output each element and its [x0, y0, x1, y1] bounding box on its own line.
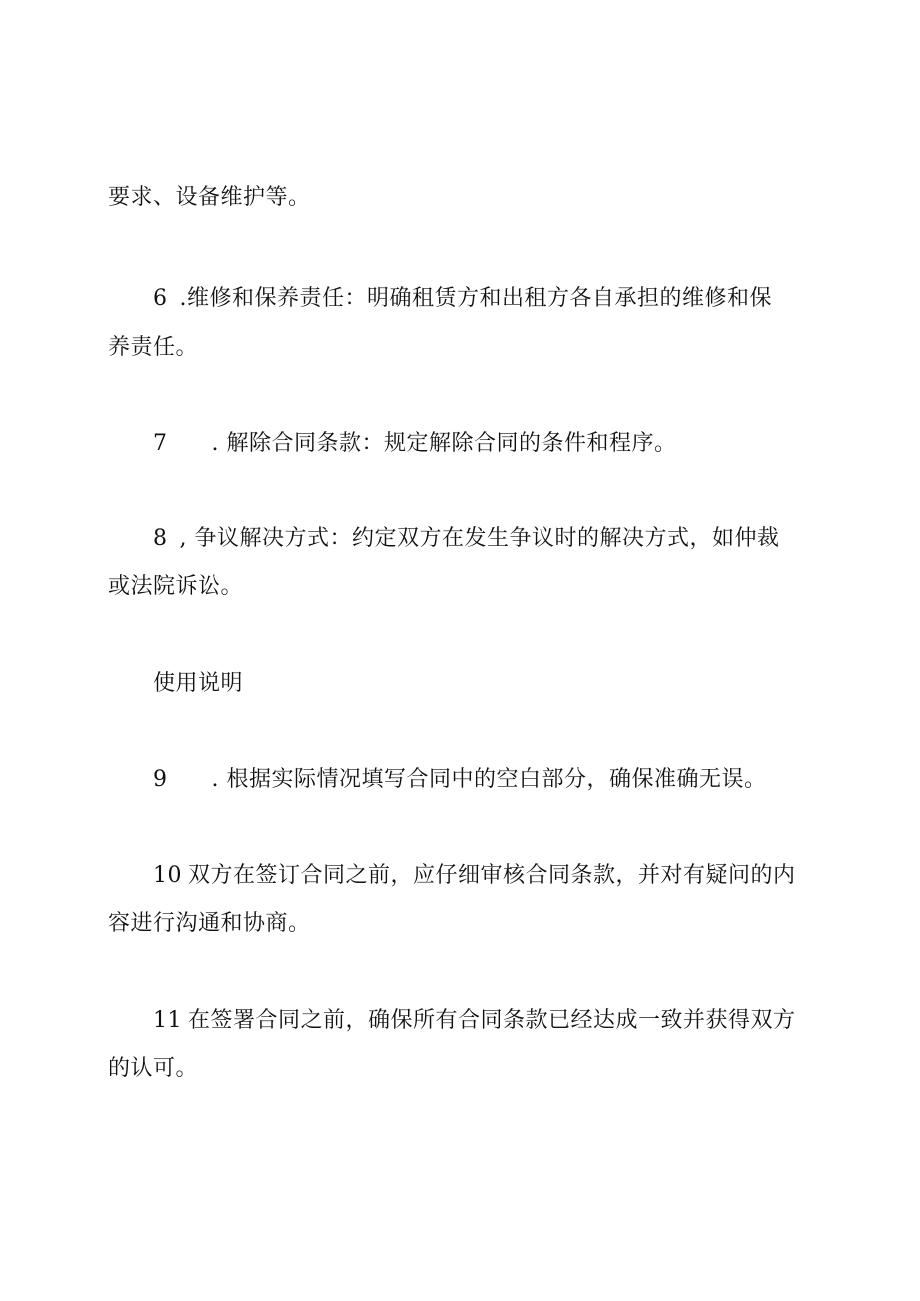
line-text: . 解除合同条款：规定解除合同的条件和程序。: [211, 431, 677, 456]
paragraph-5-continuation: [108, 183, 311, 213]
item-number: 9: [153, 767, 168, 792]
line-text: 在签署合同之前，确保所有合同条款已经达成一致并获得双方: [188, 1008, 796, 1033]
line-text: 双方在签订合同之前，应仔细审核合同条款，并对有疑问的内: [188, 863, 796, 888]
paragraph-7: [153, 429, 677, 459]
paragraph-8-continuation: [108, 572, 243, 602]
line-text: 养责任。: [108, 335, 199, 360]
paragraph-11-continuation: [108, 1054, 198, 1084]
line-text: 或法院诉讼。: [108, 574, 244, 599]
item-number: 6: [153, 286, 168, 311]
item-number: 7: [153, 431, 168, 456]
line-text: 容进行沟通和协商。: [108, 911, 311, 936]
paragraph-6: [153, 284, 772, 314]
paragraph-8: [153, 524, 780, 554]
paragraph-10: [153, 861, 796, 891]
line-text: 要求、设备维护等。: [108, 185, 311, 210]
section-heading: [153, 669, 243, 699]
paragraph-11: [153, 1006, 796, 1036]
item-number: 8: [153, 526, 168, 551]
heading-text: 使用说明: [153, 671, 244, 696]
item-number: 10: [153, 863, 182, 888]
line-text: .维修和保养责任：明确租赁方和出租方各自承担的维修和保: [179, 286, 772, 311]
line-text: . 根据实际情况填写合同中的空白部分，确保准确无误。: [211, 767, 767, 792]
paragraph-9: [153, 765, 767, 795]
line-text: 的认可。: [108, 1056, 199, 1081]
paragraph-6-continuation: [108, 333, 198, 363]
paragraph-10-continuation: [108, 909, 311, 939]
item-number: 11: [153, 1008, 182, 1033]
line-text: , 争议解决方式：约定双方在发生争议时的解决方式，如仲裁: [179, 526, 780, 551]
